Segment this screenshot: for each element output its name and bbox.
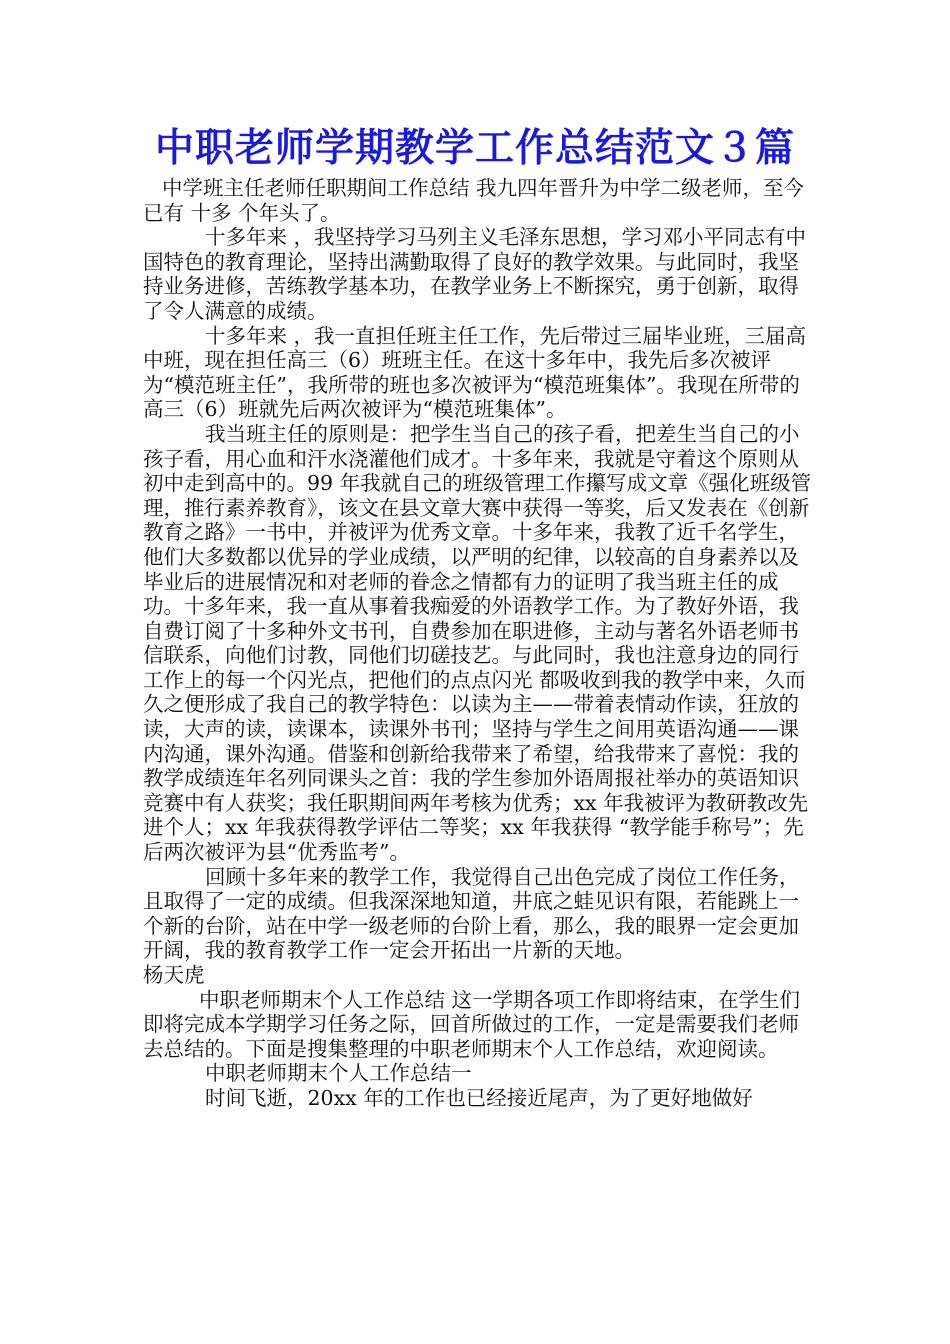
document-body — [143, 176, 815, 1111]
paragraph-summary-intro: 中职老师期末个人工作总结 这一学期各项工作即将结束，在学生们即将完成本学期学习任务之际，回首所做过的工作，一定是需要我们老师去总结的。下面是搜集整理的中职老师期末个人工作总结，欢迎阅读。 — [143, 987, 801, 1061]
paragraph-study: 十多年来 ，我坚持学习马列主义毛泽东思想，学习邓小平同志有中国特色的教育理论，坚持出满勤取得了良好的教学效果。与此同时，我坚持业务进修，苦练教学基本功，在教学业务上不断探究，勇于创新，取得了令人满意的成绩。 — [143, 225, 807, 323]
paragraph-principles: 我当班主任的原则是：把学生当自己的孩子看，把差生当自己的小孩子看，用心血和汗水浇灌他们成才。十多年来，我就是守着这个原则从初中走到高中的。99 年我就自己的班级管理工作攥写成文章《强化班级管理，推行素养教育》，该文在县文章大赛中获得一等奖，后又发表在《创新教育之路》一书中，并被评为优秀文章。十多年来，我教了近千名学生，他们大多数都以优异的学业成绩，以严明的纪律，以较高的自身素养以及毕业后的进展情况和对老师的眷念之情都有力的证明了我当班主任的成功。十多年来，我一直从事着我痴爱的外语教学工作。为了教好外语，我自费订阅了十多种外文书刊，自费参加在职进修，主动与著名外语老师书信联系，向他们讨教，同他们切磋技艺。与此同时，我也注意身边的同行工作上的每一个闪光点，把他们的点点闪光 都吸收到我的教学中来，久而久之便形成了我自己的教学特色：以读为主——带着表情动作读，狂放的读，大声的读，读课本，读课外书刊；坚持与学生之间用英语沟通——课内沟通，课外沟通。借鉴和创新给我带来了希望，给我带来了喜悦：我的教学成绩连年名列同课头之首：我的学生参加外语周报社举办的英语知识竞赛中有人获奖；我任职期间两年考核为优秀；xx 年我被评为教研教改先进个人；xx 年我获得教学评估二等奖；xx 年我获得 “教学能手称号”；先后两次被评为县“优秀监考”。 — [143, 421, 812, 865]
paragraph-intro: 中学班主任老师任职期间工作总结 我九四年晋升为中学二级老师，至今已有 十多 个年头了。 — [143, 176, 805, 225]
section-heading: 中职老师期末个人工作总结一 — [205, 1061, 472, 1086]
paragraph-final: 时间飞逝，20xx 年的工作也已经接近尾声，为了更好地做好 — [205, 1085, 753, 1110]
document-title: 中职老师学期教学工作总结范文３篇 — [154, 125, 795, 171]
paragraph-head-teacher: 十多年来 ，我一直担任班主任工作，先后带过三届毕业班，三届高中班，现在担任高三（6）班班主任。在这十多年中，我先后多次被评为“模范班主任”，我所带的班也多次被评为“模范班集体”。我现在所带的高三（6）班就先后两次被评为“模范班集体”。 — [143, 323, 807, 422]
signature: 杨天虎 — [143, 963, 205, 987]
paragraph-review: 回顾十多年来的教学工作，我觉得自己出色完成了岗位工作任务，且取得了一定的成绩。但我深深地知道，井底之蛙见识有限，若能跳上一个新的台阶，站在中学一级老师的台阶上看，那么，我的眼界一定会更加开阔，我的教育教学工作一定会开拓出一片新的天地。 — [143, 864, 800, 963]
